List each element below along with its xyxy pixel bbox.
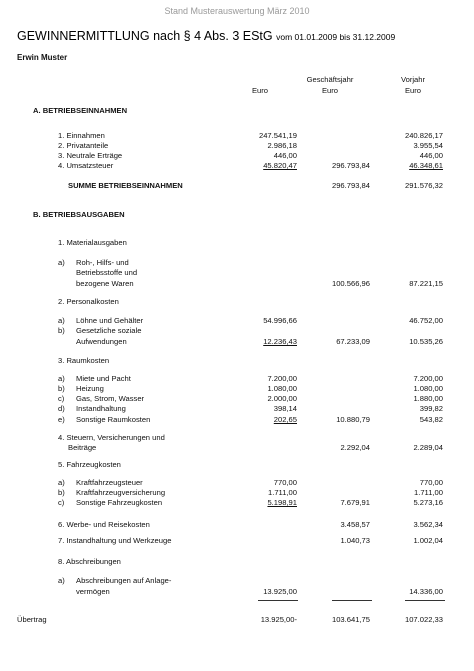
statement-row <box>0 210 474 220</box>
row-label: Beiträge <box>68 443 97 452</box>
row-value-c3: 1.880,00 <box>413 394 443 403</box>
statement-row <box>0 151 474 161</box>
row-label: Löhne und Gehälter <box>76 316 144 325</box>
row-label: 4. Umsatzsteuer <box>58 161 114 170</box>
statement-row <box>0 326 474 336</box>
row-label: Aufwendungen <box>76 337 127 346</box>
row-prefix: a) <box>58 576 65 585</box>
row-label: B. BETRIEBSAUSGABEN <box>33 210 125 219</box>
row-prefix: c) <box>58 498 65 507</box>
row-value-c3: 46.752,00 <box>409 316 443 325</box>
statement-row <box>0 587 474 597</box>
row-label: Gesetzliche soziale <box>76 326 142 335</box>
row-value-c2: 2.292,04 <box>340 443 370 452</box>
statement-row <box>0 141 474 151</box>
statement-row <box>0 384 474 394</box>
statement-row <box>0 238 474 248</box>
statement-row <box>0 316 474 326</box>
statement-row <box>0 394 474 404</box>
row-value-c3: 5.273,16 <box>413 498 443 507</box>
row-label: 1. Einnahmen <box>58 131 105 140</box>
row-prefix: a) <box>58 316 65 325</box>
statement-row <box>0 297 474 307</box>
row-value-c3: 2.289,04 <box>413 443 443 452</box>
row-value-c1: 2.986,18 <box>267 141 297 150</box>
title-period: vom 01.01.2009 bis 31.12.2009 <box>276 32 396 42</box>
row-prefix: a) <box>58 374 65 383</box>
row-value-c2: 67.233,09 <box>336 337 370 346</box>
row-value-c2: 296.793,84 <box>331 181 370 190</box>
row-label: 5. Fahrzeugkosten <box>58 460 121 469</box>
row-value-c3: 399,82 <box>419 404 443 413</box>
sum-line-col3 <box>405 600 445 601</box>
statement-row <box>0 161 474 171</box>
row-label: SUMME BETRIEBSEINNAHMEN <box>68 181 183 190</box>
row-label: vermögen <box>76 587 110 596</box>
row-value-c3: 446,00 <box>419 151 443 160</box>
row-value-c2: 3.458,57 <box>340 520 370 529</box>
row-value-c1: 2.000,00 <box>267 394 297 403</box>
row-prefix: e) <box>58 415 65 424</box>
col3-header-line1: Vorjahr <box>400 75 426 84</box>
row-prefix: b) <box>58 488 65 497</box>
statement-row <box>0 576 474 586</box>
row-prefix: a) <box>58 478 65 487</box>
row-value-c2: 103.641,75 <box>331 615 370 624</box>
row-value-c3: 1.080,00 <box>413 384 443 393</box>
row-label: 6. Werbe- und Reisekosten <box>58 520 150 529</box>
row-label: 3. Raumkosten <box>58 356 110 365</box>
statement-row <box>0 443 474 453</box>
sum-line-col2 <box>332 600 372 601</box>
col2-header-line2: Euro <box>321 86 339 95</box>
row-value-c3: 107.022,33 <box>404 615 443 624</box>
row-prefix: c) <box>58 394 65 403</box>
row-label: 2. Privatanteile <box>58 141 109 150</box>
statement-row <box>0 488 474 498</box>
row-label: 4. Steuern, Versicherungen und <box>58 433 165 442</box>
statement-row <box>0 498 474 508</box>
row-value-c2: 7.679,91 <box>340 498 370 507</box>
row-value-c3: 1.711,00 <box>414 488 443 497</box>
row-value-c1: 398,14 <box>273 404 297 413</box>
statement-row <box>0 404 474 414</box>
row-value-c2: 296.793,84 <box>331 161 370 170</box>
sum-line-col1 <box>258 600 298 601</box>
statement-row <box>0 520 474 530</box>
row-value-c1: 5.198,91 <box>267 498 297 507</box>
row-value-c3: 543,82 <box>419 415 443 424</box>
row-value-c1: 446,00 <box>273 151 297 160</box>
row-value-c3: 46.348,61 <box>409 161 443 170</box>
title-main: GEWINNERMITTLUNG nach § 4 Abs. 3 EStG <box>17 29 273 43</box>
statement-row <box>0 337 474 347</box>
statement-row <box>0 131 474 141</box>
row-prefix: d) <box>58 404 65 413</box>
row-value-c3: 87.221,15 <box>409 279 443 288</box>
statement-row <box>0 106 474 116</box>
row-value-c1: 1.080,00 <box>267 384 297 393</box>
statement-row <box>0 433 474 443</box>
row-value-c1: 1.711,00 <box>268 488 297 497</box>
row-value-c1: 202,65 <box>273 415 297 424</box>
row-value-c2: 1.040,73 <box>340 536 370 545</box>
row-value-c1: 13.925,00 <box>263 587 297 596</box>
row-label: Sonstige Fahrzeugkosten <box>76 498 163 507</box>
row-value-c3: 291.576,32 <box>404 181 443 190</box>
row-prefix: a) <box>58 258 65 267</box>
row-label: 2. Personalkosten <box>58 297 119 306</box>
statement-row <box>0 536 474 546</box>
row-label: Kraftfahrzeugsteuer <box>76 478 143 487</box>
statement-row <box>0 615 474 625</box>
row-value-c3: 240.826,17 <box>404 131 443 140</box>
row-label: A. BETRIEBSEINNAHMEN <box>33 106 128 115</box>
row-value-c2: 100.566,96 <box>331 279 370 288</box>
statement-row <box>0 279 474 289</box>
row-label: bezogene Waren <box>76 279 134 288</box>
row-value-c1: 12.236,43 <box>263 337 297 346</box>
row-value-c3: 10.535,26 <box>409 337 443 346</box>
col1-header: Euro <box>251 86 269 95</box>
row-label: Gas, Strom, Wasser <box>76 394 145 403</box>
row-value-c3: 770,00 <box>419 478 443 487</box>
row-value-c1: 247.541,19 <box>258 131 297 140</box>
statement-row <box>0 374 474 384</box>
document-title <box>17 29 395 43</box>
row-label: 1. Materialausgaben <box>58 238 127 247</box>
row-prefix: b) <box>58 384 65 393</box>
row-prefix: b) <box>58 326 65 335</box>
row-label: Roh-, Hilfs- und <box>76 258 129 267</box>
row-label: Miete und Pacht <box>76 374 131 383</box>
row-label: 8. Abschreibungen <box>58 557 121 566</box>
row-value-c2: 10.880,79 <box>336 415 370 424</box>
row-value-c1: 770,00 <box>273 478 297 487</box>
statement-row <box>0 460 474 470</box>
statement-row <box>0 268 474 278</box>
row-label: 7. Instandhaltung und Werkzeuge <box>58 536 172 545</box>
row-label: Heizung <box>76 384 104 393</box>
row-value-c1: 54.996,66 <box>263 316 297 325</box>
statement-row <box>0 415 474 425</box>
page-header: Stand Musterauswertung März 2010 <box>164 6 310 16</box>
row-value-c1: 7.200,00 <box>267 374 297 383</box>
row-value-c1: 45.820,47 <box>263 161 297 170</box>
taxpayer-name: Erwin Muster <box>17 53 68 62</box>
statement-row <box>0 557 474 567</box>
row-value-c3: 3.955,54 <box>413 141 443 150</box>
row-value-c1: 13.925,00- <box>260 615 297 624</box>
row-label: Instandhaltung <box>76 404 126 413</box>
statement-row <box>0 258 474 268</box>
row-label: Sonstige Raumkosten <box>76 415 151 424</box>
row-label: 3. Neutrale Erträge <box>58 151 123 160</box>
col2-header-line1: Geschäftsjahr <box>306 75 354 84</box>
statement-row <box>0 478 474 488</box>
row-label: Betriebsstoffe und <box>76 268 138 277</box>
row-value-c3: 1.002,04 <box>413 536 443 545</box>
row-label: Übertrag <box>17 615 47 624</box>
row-label: Kraftfahrzeugversicherung <box>76 488 166 497</box>
row-value-c3: 7.200,00 <box>413 374 443 383</box>
statement-row <box>0 356 474 366</box>
row-value-c3: 14.336,00 <box>409 587 443 596</box>
row-value-c3: 3.562,34 <box>413 520 443 529</box>
row-label: Abschreibungen auf Anlage- <box>76 576 172 585</box>
col3-header-line2: Euro <box>404 86 422 95</box>
statement-row <box>0 181 474 191</box>
